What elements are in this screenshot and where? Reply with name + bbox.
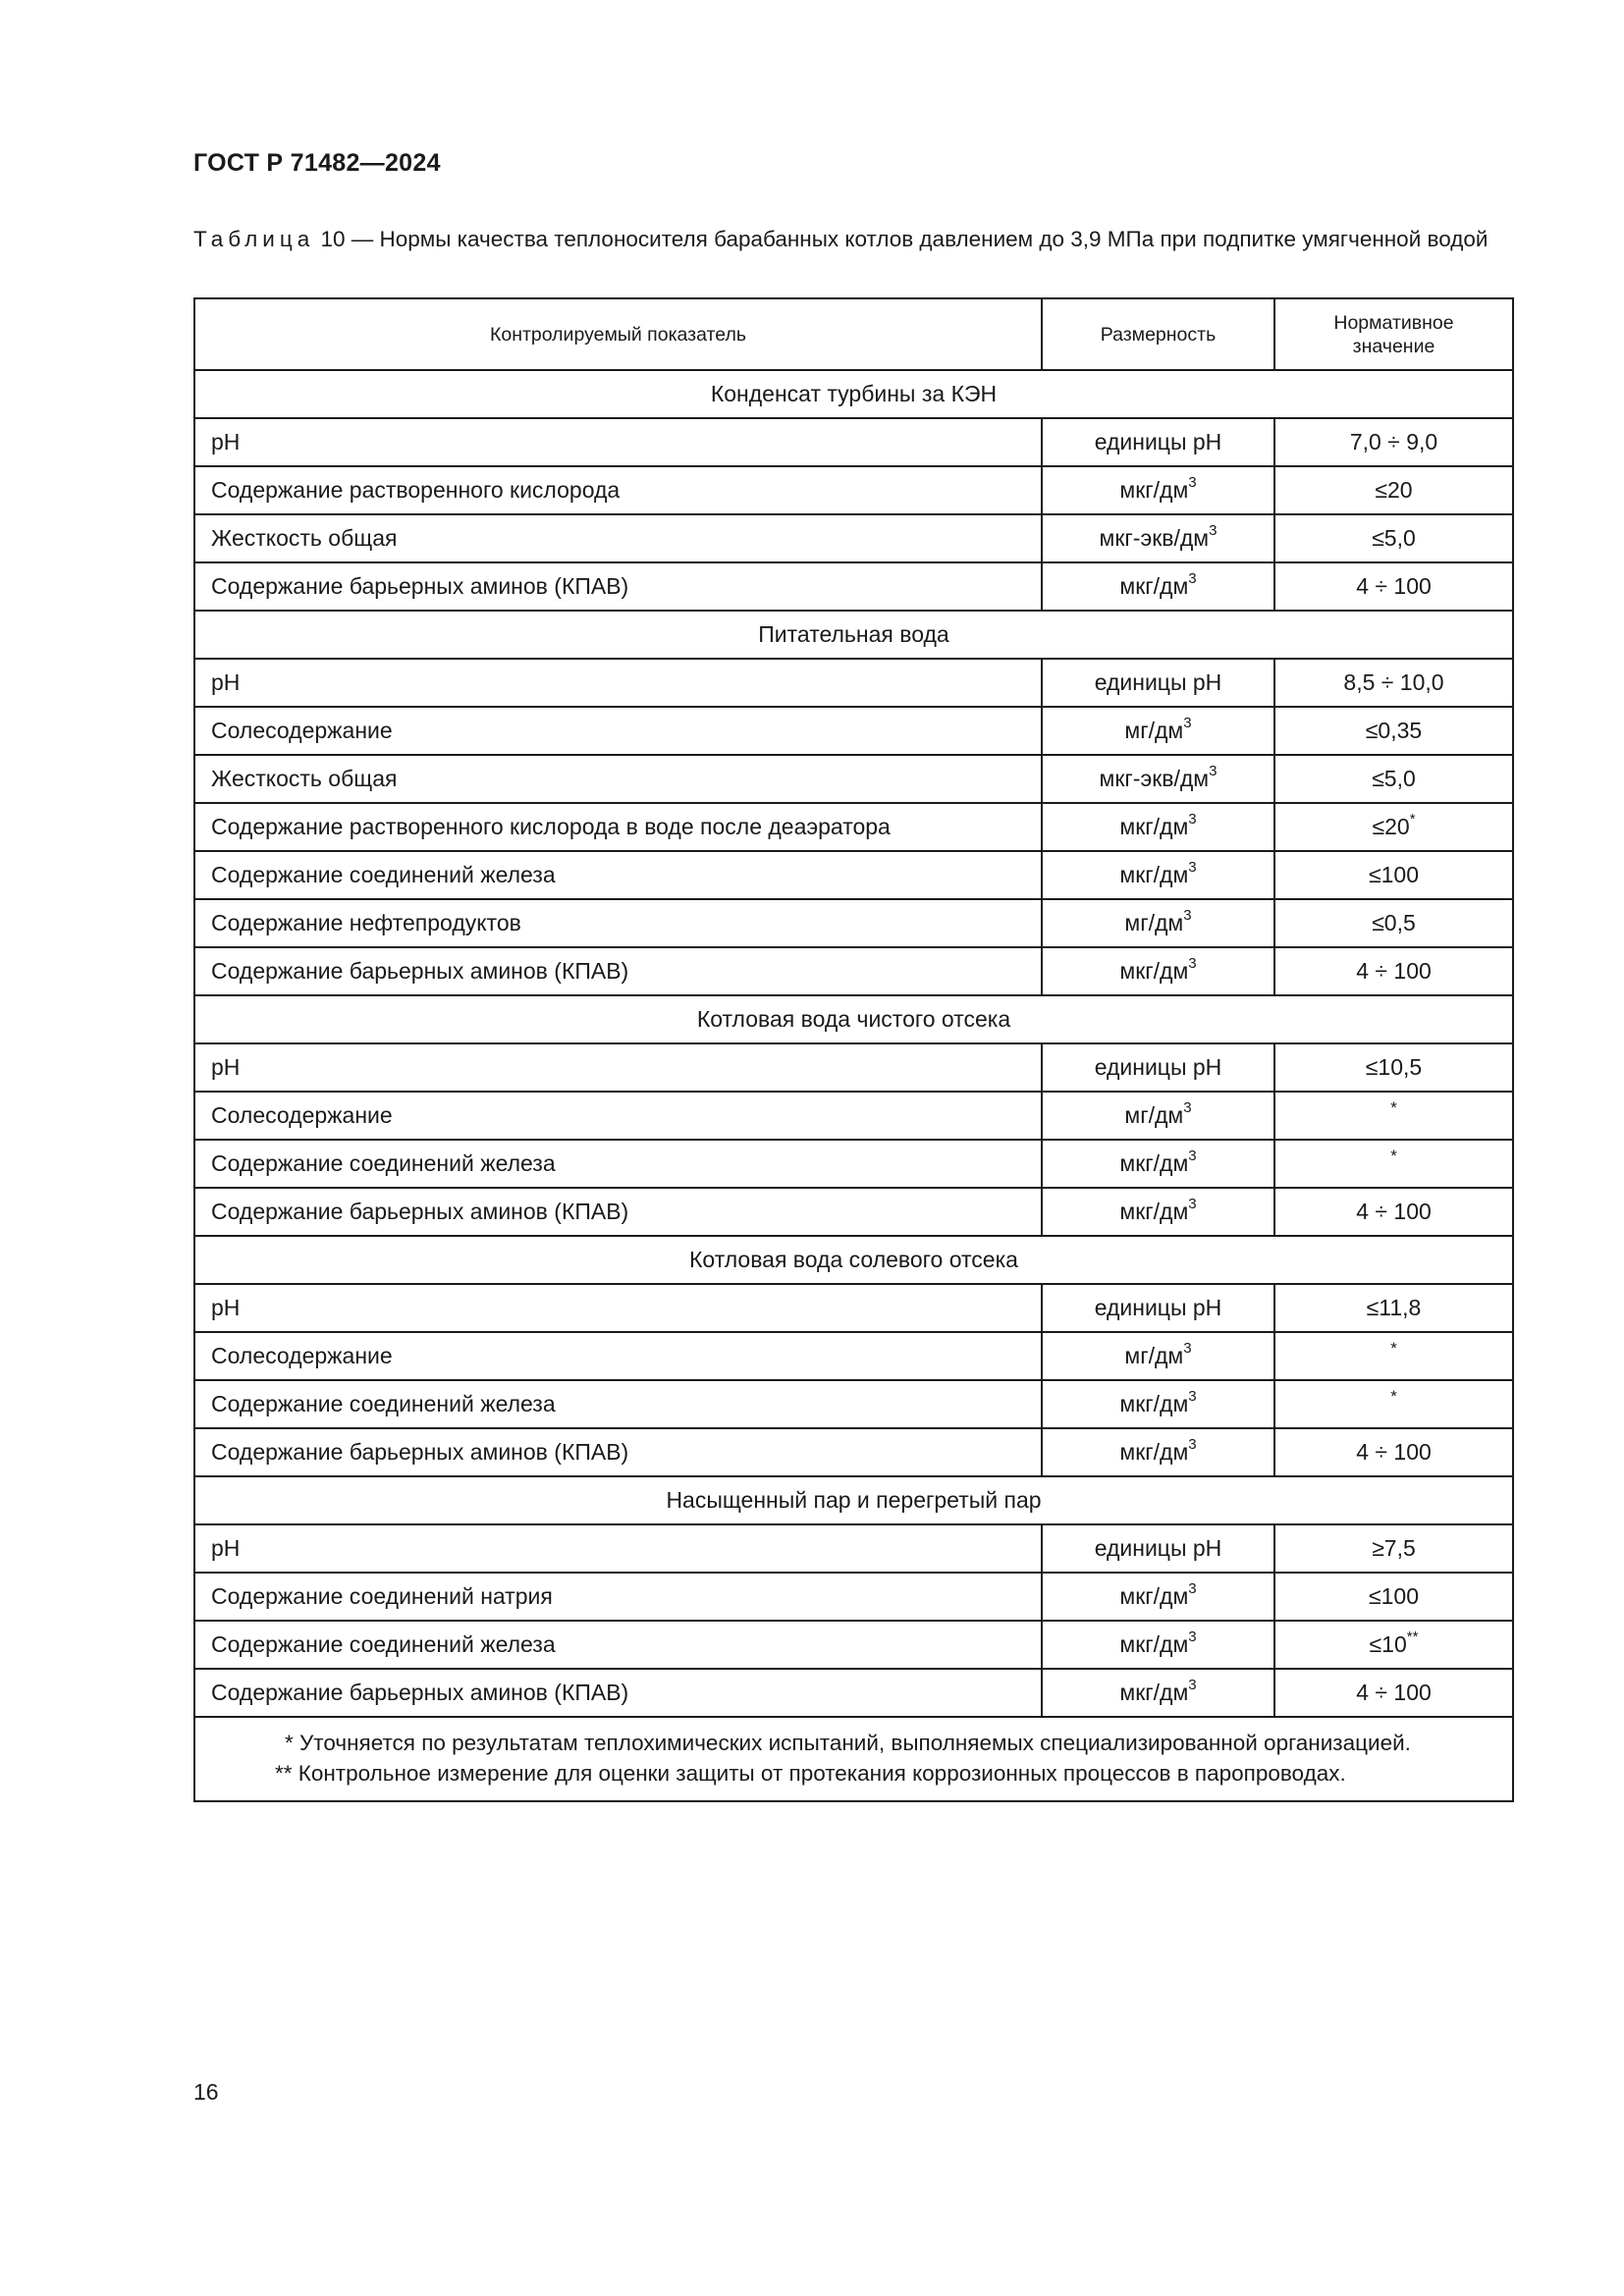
unit-text: единицы pH bbox=[1094, 429, 1222, 454]
unit-text: мкг/дм bbox=[1119, 1199, 1189, 1224]
indicator-cell: Содержание барьерных аминов (КПАВ) bbox=[194, 1188, 1042, 1236]
unit-text: мкг/дм bbox=[1119, 1439, 1189, 1465]
value-text: 4 ÷ 100 bbox=[1356, 1439, 1432, 1465]
table-row bbox=[194, 562, 1513, 611]
indicator-cell: Содержание соединений железа bbox=[194, 1621, 1042, 1669]
indicator-cell: pH bbox=[194, 1043, 1042, 1092]
unit-text: мкг-экв/дм bbox=[1099, 766, 1210, 791]
unit-cell bbox=[1042, 851, 1274, 899]
value-cell bbox=[1274, 514, 1513, 562]
table-caption bbox=[193, 224, 1511, 254]
value-text: ≤20 bbox=[1375, 477, 1413, 503]
value-footnote-mark: * bbox=[1409, 811, 1416, 828]
value-cell bbox=[1274, 1140, 1513, 1188]
table-row bbox=[194, 1092, 1513, 1140]
table-body bbox=[194, 370, 1513, 1801]
table-row bbox=[194, 1621, 1513, 1669]
value-text: ≤10,5 bbox=[1365, 1054, 1423, 1080]
unit-cell bbox=[1042, 755, 1274, 803]
value-footnote-mark: ** bbox=[1406, 1629, 1419, 1646]
unit-text: единицы pH bbox=[1094, 669, 1222, 695]
table-caption-text: 10 — Нормы качества теплоносителя барабанных котлов давлением до 3,9 МПа при подпитке умягченной водой bbox=[314, 227, 1489, 251]
table-row bbox=[194, 803, 1513, 851]
table-row bbox=[194, 1043, 1513, 1092]
unit-exponent: 3 bbox=[1183, 1099, 1192, 1117]
table-row bbox=[194, 1380, 1513, 1428]
unit-text: мкг/дм bbox=[1119, 573, 1189, 599]
section-row bbox=[194, 1476, 1513, 1524]
table-header-row bbox=[194, 298, 1513, 370]
unit-text: мкг/дм bbox=[1119, 1631, 1189, 1657]
value-text: 4 ÷ 100 bbox=[1356, 958, 1432, 984]
unit-text: мкг/дм bbox=[1119, 477, 1189, 503]
unit-text: мкг/дм bbox=[1119, 862, 1189, 887]
unit-text: единицы pH bbox=[1094, 1295, 1222, 1320]
unit-exponent: 3 bbox=[1183, 715, 1192, 732]
value-text: ≤5,0 bbox=[1372, 525, 1416, 551]
table-row bbox=[194, 1524, 1513, 1573]
section-title: Котловая вода чистого отсека bbox=[194, 995, 1513, 1043]
value-text: ≤20 bbox=[1372, 814, 1410, 839]
value-footnote-mark: * bbox=[1390, 1098, 1397, 1117]
section-title: Насыщенный пар и перегретый пар bbox=[194, 1476, 1513, 1524]
value-cell bbox=[1274, 755, 1513, 803]
unit-exponent: 3 bbox=[1188, 955, 1197, 973]
unit-text: мкг/дм bbox=[1119, 958, 1189, 984]
section-title: Конденсат турбины за КЭН bbox=[194, 370, 1513, 418]
unit-cell bbox=[1042, 803, 1274, 851]
value-cell bbox=[1274, 659, 1513, 707]
unit-cell bbox=[1042, 1140, 1274, 1188]
value-text: ≤0,35 bbox=[1365, 718, 1423, 743]
value-text: ≤0,5 bbox=[1372, 910, 1416, 935]
value-cell bbox=[1274, 1573, 1513, 1621]
footnote: ** Контрольное измерение для оценки защиты от протекания коррозионных процессов в паропроводах. bbox=[275, 1761, 1346, 1786]
table-row bbox=[194, 1573, 1513, 1621]
section-row bbox=[194, 370, 1513, 418]
value-cell bbox=[1274, 1188, 1513, 1236]
unit-exponent: 3 bbox=[1188, 474, 1197, 492]
value-cell bbox=[1274, 1332, 1513, 1380]
header-unit: Размерность bbox=[1042, 298, 1274, 370]
unit-exponent: 3 bbox=[1188, 859, 1197, 877]
table-row bbox=[194, 659, 1513, 707]
indicator-cell: pH bbox=[194, 1284, 1042, 1332]
value-footnote-mark: * bbox=[1390, 1387, 1397, 1406]
unit-cell bbox=[1042, 899, 1274, 947]
page-number: 16 bbox=[193, 2079, 219, 2105]
indicator-cell: Жесткость общая bbox=[194, 755, 1042, 803]
indicator-cell: Содержание барьерных аминов (КПАВ) bbox=[194, 1669, 1042, 1717]
value-text: 4 ÷ 100 bbox=[1356, 1680, 1432, 1705]
value-text: ≤11,8 bbox=[1366, 1295, 1422, 1320]
indicator-cell: Солесодержание bbox=[194, 1092, 1042, 1140]
footnotes-row bbox=[194, 1717, 1513, 1801]
section-row bbox=[194, 995, 1513, 1043]
value-cell bbox=[1274, 1380, 1513, 1428]
value-text: ≤100 bbox=[1369, 1583, 1419, 1609]
unit-exponent: 3 bbox=[1188, 1580, 1197, 1598]
indicator-cell: Содержание барьерных аминов (КПАВ) bbox=[194, 947, 1042, 995]
unit-exponent: 3 bbox=[1183, 1340, 1192, 1358]
value-cell bbox=[1274, 947, 1513, 995]
value-cell bbox=[1274, 1092, 1513, 1140]
unit-text: мкг/дм bbox=[1119, 1680, 1189, 1705]
unit-text: мкг/дм bbox=[1119, 814, 1189, 839]
indicator-cell: Солесодержание bbox=[194, 707, 1042, 755]
water-quality-table bbox=[193, 297, 1514, 1802]
value-footnote-mark: * bbox=[1390, 1147, 1397, 1165]
value-text: 8,5 ÷ 10,0 bbox=[1343, 669, 1444, 695]
unit-text: единицы pH bbox=[1094, 1054, 1222, 1080]
value-cell bbox=[1274, 1284, 1513, 1332]
unit-exponent: 3 bbox=[1188, 570, 1197, 588]
section-row bbox=[194, 611, 1513, 659]
value-text: ≤100 bbox=[1369, 862, 1419, 887]
indicator-cell: Содержание соединений железа bbox=[194, 851, 1042, 899]
unit-cell bbox=[1042, 418, 1274, 466]
indicator-cell: pH bbox=[194, 1524, 1042, 1573]
value-footnote-mark: * bbox=[1390, 1339, 1397, 1358]
header-value-text: Нормативное значение bbox=[1333, 311, 1454, 357]
unit-cell bbox=[1042, 1669, 1274, 1717]
value-cell bbox=[1274, 1043, 1513, 1092]
unit-cell bbox=[1042, 659, 1274, 707]
indicator-cell: Содержание барьерных аминов (КПАВ) bbox=[194, 1428, 1042, 1476]
unit-text: мг/дм bbox=[1124, 910, 1184, 935]
unit-cell bbox=[1042, 707, 1274, 755]
table-row bbox=[194, 755, 1513, 803]
section-title: Котловая вода солевого отсека bbox=[194, 1236, 1513, 1284]
value-text: ≤5,0 bbox=[1372, 766, 1416, 791]
table-row bbox=[194, 466, 1513, 514]
value-cell bbox=[1274, 562, 1513, 611]
unit-exponent: 3 bbox=[1188, 1196, 1197, 1213]
indicator-cell: pH bbox=[194, 418, 1042, 466]
unit-exponent: 3 bbox=[1209, 522, 1218, 540]
indicator-cell: Жесткость общая bbox=[194, 514, 1042, 562]
value-text: ≥7,5 bbox=[1372, 1535, 1416, 1561]
value-cell bbox=[1274, 1669, 1513, 1717]
unit-text: мг/дм bbox=[1124, 718, 1184, 743]
table-row bbox=[194, 418, 1513, 466]
unit-exponent: 3 bbox=[1188, 1677, 1197, 1694]
header-indicator: Контролируемый показатель bbox=[194, 298, 1042, 370]
unit-text: мкг/дм bbox=[1119, 1150, 1189, 1176]
unit-exponent: 3 bbox=[1209, 763, 1218, 780]
unit-cell bbox=[1042, 1332, 1274, 1380]
unit-cell bbox=[1042, 1380, 1274, 1428]
value-cell bbox=[1274, 803, 1513, 851]
value-cell bbox=[1274, 707, 1513, 755]
section-row bbox=[194, 1236, 1513, 1284]
table-row bbox=[194, 1428, 1513, 1476]
section-title: Питательная вода bbox=[194, 611, 1513, 659]
unit-text: мг/дм bbox=[1124, 1102, 1184, 1128]
unit-exponent: 3 bbox=[1183, 907, 1192, 925]
indicator-cell: Содержание растворенного кислорода bbox=[194, 466, 1042, 514]
indicator-cell: Содержание соединений железа bbox=[194, 1380, 1042, 1428]
indicator-cell: Содержание растворенного кислорода в воде после деаэратора bbox=[194, 803, 1042, 851]
unit-exponent: 3 bbox=[1188, 811, 1197, 828]
value-text: ≤10 bbox=[1369, 1631, 1407, 1657]
unit-cell bbox=[1042, 562, 1274, 611]
unit-cell bbox=[1042, 1043, 1274, 1092]
unit-cell bbox=[1042, 1621, 1274, 1669]
value-text: 7,0 ÷ 9,0 bbox=[1349, 429, 1438, 454]
table-row bbox=[194, 1188, 1513, 1236]
table-row bbox=[194, 707, 1513, 755]
unit-cell bbox=[1042, 1188, 1274, 1236]
unit-text: мкг/дм bbox=[1119, 1583, 1189, 1609]
value-text: 4 ÷ 100 bbox=[1356, 1199, 1432, 1224]
unit-exponent: 3 bbox=[1188, 1629, 1197, 1646]
indicator-cell: pH bbox=[194, 659, 1042, 707]
unit-text: мкг/дм bbox=[1119, 1391, 1189, 1416]
unit-cell bbox=[1042, 1524, 1274, 1573]
indicator-cell: Содержание нефтепродуктов bbox=[194, 899, 1042, 947]
unit-cell bbox=[1042, 514, 1274, 562]
header-value bbox=[1274, 298, 1513, 370]
value-text: 4 ÷ 100 bbox=[1356, 573, 1432, 599]
unit-exponent: 3 bbox=[1188, 1436, 1197, 1454]
table-row bbox=[194, 1332, 1513, 1380]
value-cell bbox=[1274, 851, 1513, 899]
table-row bbox=[194, 1669, 1513, 1717]
value-cell bbox=[1274, 1428, 1513, 1476]
unit-cell bbox=[1042, 947, 1274, 995]
unit-text: мкг-экв/дм bbox=[1099, 525, 1210, 551]
table-row bbox=[194, 851, 1513, 899]
unit-text: единицы pH bbox=[1094, 1535, 1222, 1561]
table-row bbox=[194, 899, 1513, 947]
indicator-cell: Солесодержание bbox=[194, 1332, 1042, 1380]
unit-cell bbox=[1042, 1092, 1274, 1140]
value-cell bbox=[1274, 899, 1513, 947]
unit-exponent: 3 bbox=[1188, 1388, 1197, 1406]
table-caption-label: Таблица bbox=[193, 227, 315, 251]
table-row bbox=[194, 1140, 1513, 1188]
unit-cell bbox=[1042, 1428, 1274, 1476]
document-id: ГОСТ Р 71482—2024 bbox=[193, 149, 441, 177]
table-row bbox=[194, 947, 1513, 995]
indicator-cell: Содержание соединений натрия bbox=[194, 1573, 1042, 1621]
unit-exponent: 3 bbox=[1188, 1148, 1197, 1165]
footnote: * Уточняется по результатам теплохимических испытаний, выполняемых специализированной организацией. bbox=[285, 1731, 1411, 1755]
unit-cell bbox=[1042, 1573, 1274, 1621]
unit-text: мг/дм bbox=[1124, 1343, 1184, 1368]
value-cell bbox=[1274, 466, 1513, 514]
indicator-cell: Содержание барьерных аминов (КПАВ) bbox=[194, 562, 1042, 611]
value-cell bbox=[1274, 1621, 1513, 1669]
value-cell bbox=[1274, 418, 1513, 466]
unit-cell bbox=[1042, 1284, 1274, 1332]
table-row bbox=[194, 514, 1513, 562]
unit-cell bbox=[1042, 466, 1274, 514]
indicator-cell: Содержание соединений железа bbox=[194, 1140, 1042, 1188]
table-row bbox=[194, 1284, 1513, 1332]
footnotes-cell bbox=[194, 1717, 1513, 1801]
value-cell bbox=[1274, 1524, 1513, 1573]
